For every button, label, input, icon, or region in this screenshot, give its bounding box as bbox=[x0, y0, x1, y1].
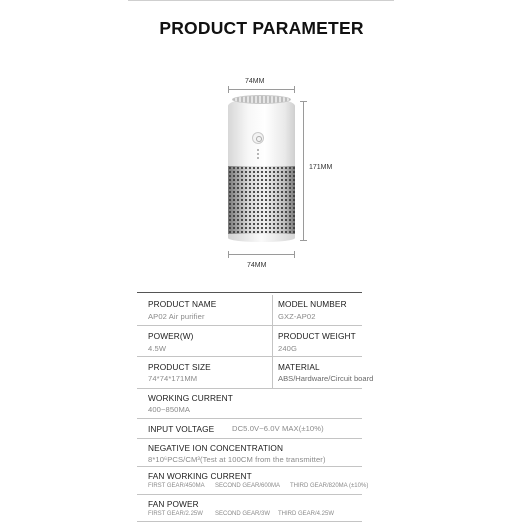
input-voltage-label: INPUT VOLTAGE bbox=[148, 424, 215, 434]
power-button-icon bbox=[252, 132, 264, 144]
fan-power-first-gear: FIRST GEAR/2.25W bbox=[148, 511, 203, 517]
working-current-label: WORKING CURRENT bbox=[148, 393, 233, 403]
material-value: ABS/Hardware/Circuit board bbox=[278, 374, 374, 383]
fan-current-second-gear: SECOND GEAR/600MA bbox=[215, 483, 281, 489]
indicator-light-icon bbox=[257, 153, 259, 155]
fan-working-current-label: FAN WORKING CURRENT bbox=[148, 471, 252, 481]
fan-current-third-gear: THIRD GEAR/820MA (±10%) bbox=[290, 483, 369, 489]
top-divider bbox=[128, 0, 394, 1]
top-width-dimension-line bbox=[228, 89, 295, 90]
air-purifier-image bbox=[228, 98, 295, 242]
product-weight-value: 240G bbox=[278, 344, 297, 353]
table-row-divider bbox=[137, 388, 362, 389]
model-number-value: GXZ-AP02 bbox=[278, 312, 316, 321]
product-size-label: PRODUCT SIZE bbox=[148, 362, 211, 372]
top-width-label: 74MM bbox=[245, 78, 265, 85]
table-top-border bbox=[137, 292, 362, 293]
negative-ion-label: NEGATIVE ION CONCENTRATION bbox=[148, 443, 284, 453]
power-label: POWER(W) bbox=[148, 331, 194, 341]
bottom-width-label: 74MM bbox=[247, 262, 267, 269]
model-number-label: MODEL NUMBER bbox=[278, 299, 347, 309]
page-title: PRODUCT PARAMETER bbox=[159, 18, 364, 38]
fan-power-third-gear: THIRD GEAR/4.25W bbox=[278, 511, 335, 517]
table-row-divider bbox=[137, 356, 362, 357]
table-row-divider bbox=[137, 418, 362, 419]
table-bottom-border bbox=[137, 521, 362, 522]
material-label: MATERIAL bbox=[278, 362, 320, 372]
height-dimension-line bbox=[303, 101, 304, 241]
indicator-light-icon bbox=[257, 157, 259, 159]
working-current-value: 400~850MA bbox=[148, 405, 191, 414]
height-label: 171MM bbox=[309, 164, 333, 171]
input-voltage-value: DC5.0V~6.0V MAX(±10%) bbox=[232, 424, 324, 433]
table-row-divider bbox=[137, 466, 362, 467]
table-row-divider bbox=[137, 438, 362, 439]
fan-power-label: FAN POWER bbox=[148, 499, 199, 509]
product-name-label: PRODUCT NAME bbox=[148, 299, 217, 309]
product-size-value: 74*74*171MM bbox=[148, 374, 198, 383]
table-row-divider bbox=[137, 494, 362, 495]
purifier-upper-body bbox=[228, 98, 295, 166]
indicator-light-icon bbox=[257, 149, 259, 151]
purifier-top-vent bbox=[232, 95, 291, 104]
fan-current-first-gear: FIRST GEAR/450MA bbox=[148, 483, 205, 489]
purifier-mesh-grille bbox=[228, 166, 295, 234]
bottom-width-dimension-line bbox=[228, 254, 295, 255]
purifier-base bbox=[228, 234, 295, 242]
product-weight-label: PRODUCT WEIGHT bbox=[278, 331, 356, 341]
negative-ion-value: 8*10⁶PCS/CM³(Test at 100CM from the transmitter) bbox=[148, 455, 326, 464]
product-name-value: AP02 Air purifier bbox=[148, 312, 205, 321]
power-value: 4.5W bbox=[148, 344, 167, 353]
table-column-divider bbox=[272, 295, 273, 389]
table-row-divider bbox=[137, 325, 362, 326]
fan-power-second-gear: SECOND GEAR/3W bbox=[215, 511, 271, 517]
